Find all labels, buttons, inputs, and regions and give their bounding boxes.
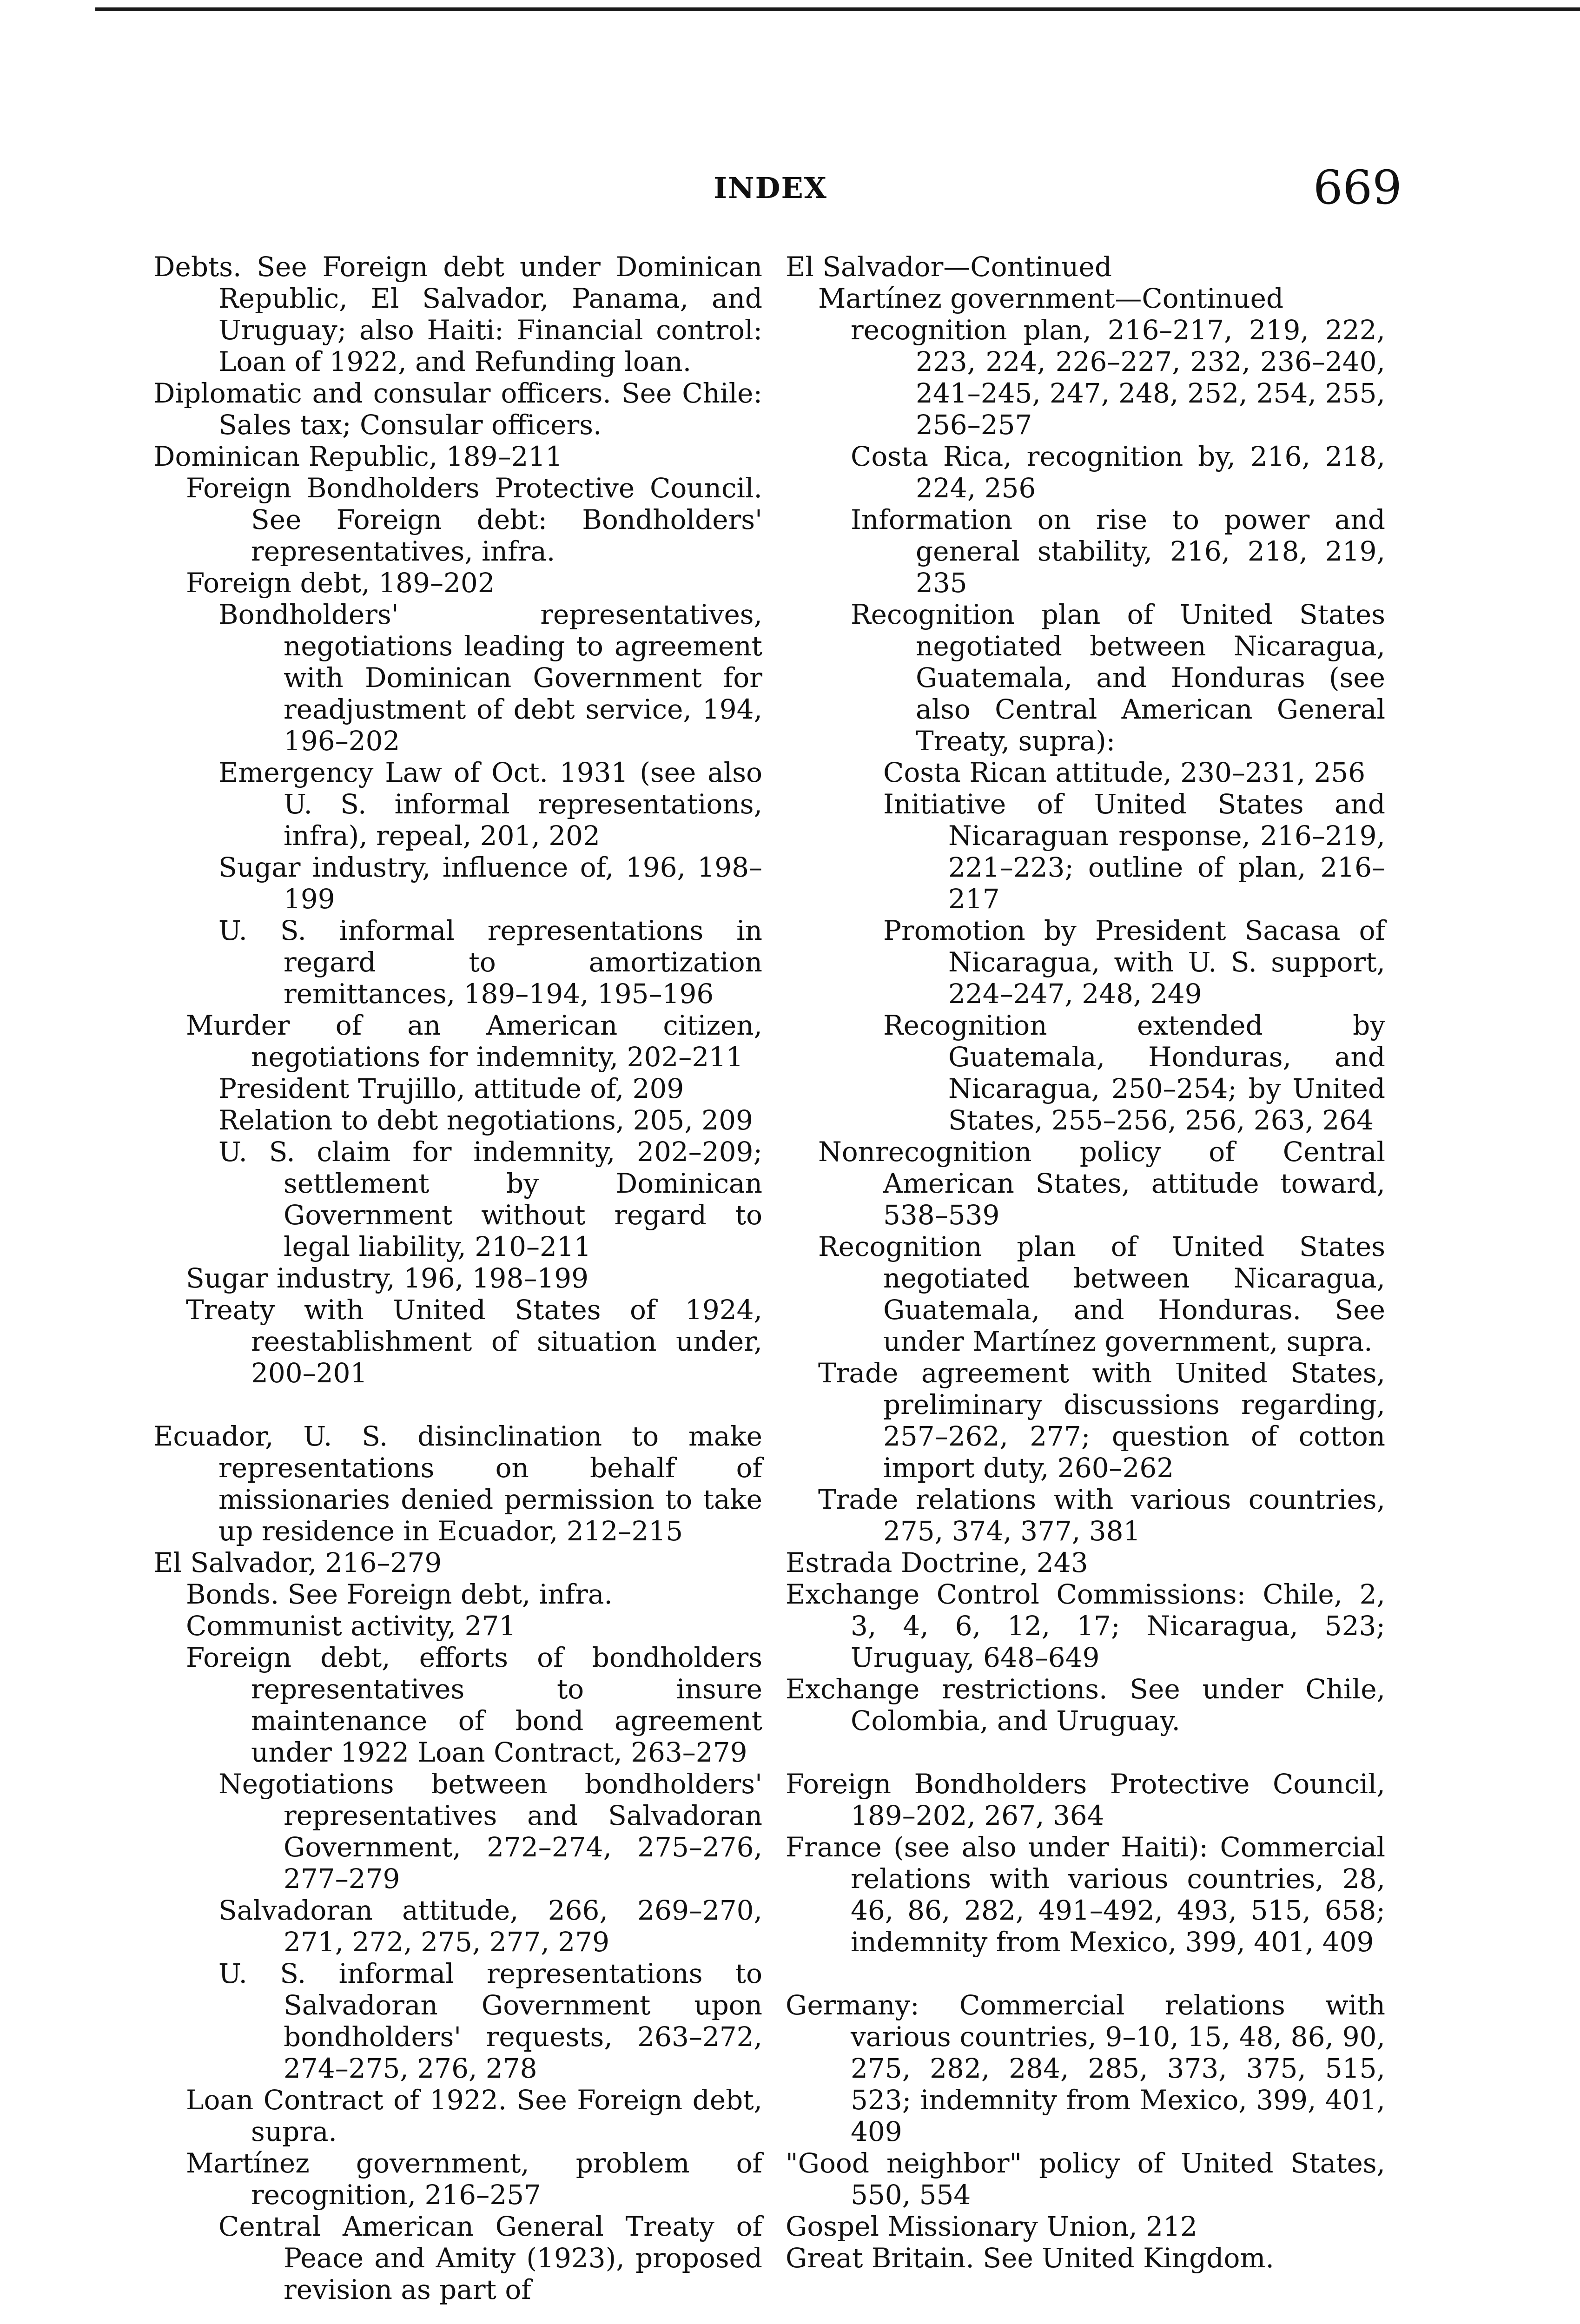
index-entry: Exchange Control Commissions: Chile, 2, 3, 4, 6, 12, 17; Nicaragua, 523; Uruguay, 648–649 bbox=[786, 1578, 1385, 1673]
index-entry: France (see also under Haiti): Commercial relations with various countries, 28, 46, 86, 282, 491–492, 493, 515, 658; indemnity from Mexico, 399, 401, 409 bbox=[786, 1831, 1385, 1958]
index-entry: Foreign debt, efforts of bondholders representatives to insure maintenance of bond agreement under 1922 Loan Contract, 263–279 bbox=[186, 1642, 762, 1768]
index-entry: Relation to debt negotiations, 205, 209 bbox=[218, 1104, 753, 1136]
index-entry: Emergency Law of Oct. 1931 (see also U. S. informal representations, infra), repeal, 201, 202 bbox=[218, 757, 762, 852]
index-entry: Nonrecognition policy of Central American States, attitude toward, 538–539 bbox=[818, 1136, 1385, 1231]
index-entry: Recognition plan of United States negotiated between Nicaragua, Guatemala, and Honduras (see also Central American General Treaty, supra): bbox=[851, 599, 1385, 757]
index-entry: Recognition extended by Guatemala, Honduras, and Nicaragua, 250–254; by United States, 255–256, 256, 263, 264 bbox=[883, 1010, 1385, 1136]
index-entry: Ecuador, U. S. disinclination to make representations on behalf of missionaries denied permission to take up residence in Ecuador, 212–215 bbox=[153, 1420, 762, 1547]
index-entry: U. S. informal representations in regard to amortization remittances, 189–194, 195–196 bbox=[218, 915, 762, 1010]
index-entry: Diplomatic and consular officers. See Chile: Sales tax; Consular officers. bbox=[153, 377, 762, 441]
index-entry: Communist activity, 271 bbox=[186, 1610, 516, 1642]
index-entry: Trade relations with various countries, 275, 374, 377, 381 bbox=[818, 1484, 1385, 1547]
index-entry: U. S. informal representations to Salvadoran Government upon bondholders' requests, 263–272, 274–275, 276, 278 bbox=[218, 1958, 762, 2084]
index-entry: Recognition plan of United States negotiated between Nicaragua, Guatemala, and Honduras. See under Martínez government, supra. bbox=[818, 1231, 1385, 1357]
index-entry: Estrada Doctrine, 243 bbox=[786, 1547, 1088, 1578]
index-column-left bbox=[153, 251, 762, 2305]
index-entry: U. S. claim for indemnity, 202–209; settlement by Dominican Government without regard to legal liability, 210–211 bbox=[218, 1136, 762, 1262]
index-entry: Debts. See Foreign debt under Dominican Republic, El Salvador, Panama, and Uruguay; also Haiti: Financial control: Loan of 1922, and Refunding loan. bbox=[153, 251, 762, 377]
index-entry: El Salvador, 216–279 bbox=[153, 1547, 442, 1578]
index-entry: Foreign debt, 189–202 bbox=[186, 567, 495, 599]
index-entry: Salvadoran attitude, 266, 269–270, 271, 272, 275, 277, 279 bbox=[218, 1895, 762, 1958]
index-entry: Great Britain. See United Kingdom. bbox=[786, 2242, 1274, 2274]
index-entry: Martínez government—Continued bbox=[818, 283, 1284, 314]
top-rule bbox=[95, 7, 1580, 11]
index-entry: El Salvador—Continued bbox=[786, 251, 1112, 283]
index-entry: Initiative of United States and Nicaraguan response, 216–219, 221–223; outline of plan, 216–217 bbox=[883, 788, 1385, 915]
index-entry: Germany: Commercial relations with various countries, 9–10, 15, 48, 86, 90, 275, 282, 284, 285, 373, 375, 515, 523; indemnity from Mexico, 399, 401, 409 bbox=[786, 1989, 1385, 2147]
index-entry: Exchange restrictions. See under Chile, Colombia, and Uruguay. bbox=[786, 1673, 1385, 1736]
index-entry: Central American General Treaty of Peace and Amity (1923), proposed revision as part of bbox=[218, 2211, 762, 2305]
index-entry: Costa Rica, recognition by, 216, 218, 224, 256 bbox=[851, 441, 1385, 504]
index-entry: Trade agreement with United States, preliminary discussions regarding, 257–262, 277; question of cotton import duty, 260–262 bbox=[818, 1357, 1385, 1484]
index-entry: Bondholders' representatives, negotiations leading to agreement with Dominican Government for readjustment of debt service, 194, 196–202 bbox=[218, 599, 762, 757]
index-entry: Martínez government, problem of recognition, 216–257 bbox=[186, 2147, 762, 2211]
page-number: 669 bbox=[1313, 160, 1402, 215]
index-entry: Treaty with United States of 1924, reestablishment of situation under, 200–201 bbox=[186, 1294, 762, 1389]
index-entry: recognition plan, 216–217, 219, 222, 223, 224, 226–227, 232, 236–240, 241–245, 247, 248, 252, 254, 255, 256–257 bbox=[851, 314, 1385, 441]
index-entry: Loan Contract of 1922. See Foreign debt, supra. bbox=[186, 2084, 762, 2147]
index-entry: Sugar industry, 196, 198–199 bbox=[186, 1262, 589, 1294]
index-entry: Promotion by President Sacasa of Nicaragua, with U. S. support, 224–247, 248, 249 bbox=[883, 915, 1385, 1010]
index-entry: Costa Rican attitude, 230–231, 256 bbox=[883, 757, 1366, 788]
index-entry: President Trujillo, attitude of, 209 bbox=[218, 1073, 684, 1104]
index-entry: Sugar industry, influence of, 196, 198–199 bbox=[218, 852, 762, 915]
page-title: INDEX bbox=[714, 171, 827, 205]
index-entry: Dominican Republic, 189–211 bbox=[153, 441, 563, 472]
index-entry: "Good neighbor" policy of United States, 550, 554 bbox=[786, 2147, 1385, 2211]
index-entry: Murder of an American citizen, negotiations for indemnity, 202–211 bbox=[186, 1010, 762, 1073]
index-entry: Bonds. See Foreign debt, infra. bbox=[186, 1578, 613, 1610]
index-entry: Gospel Missionary Union, 212 bbox=[786, 2211, 1197, 2242]
index-entry: Negotiations between bondholders' representatives and Salvadoran Government, 272–274, 275–276, 277–279 bbox=[218, 1768, 762, 1895]
index-entry: Foreign Bondholders Protective Council. See Foreign debt: Bondholders' representatives, infra. bbox=[186, 472, 762, 567]
index-column-right bbox=[786, 251, 1385, 2274]
index-entry: Information on rise to power and general stability, 216, 218, 219, 235 bbox=[851, 504, 1385, 599]
index-entry: Foreign Bondholders Protective Council, 189–202, 267, 364 bbox=[786, 1768, 1385, 1831]
